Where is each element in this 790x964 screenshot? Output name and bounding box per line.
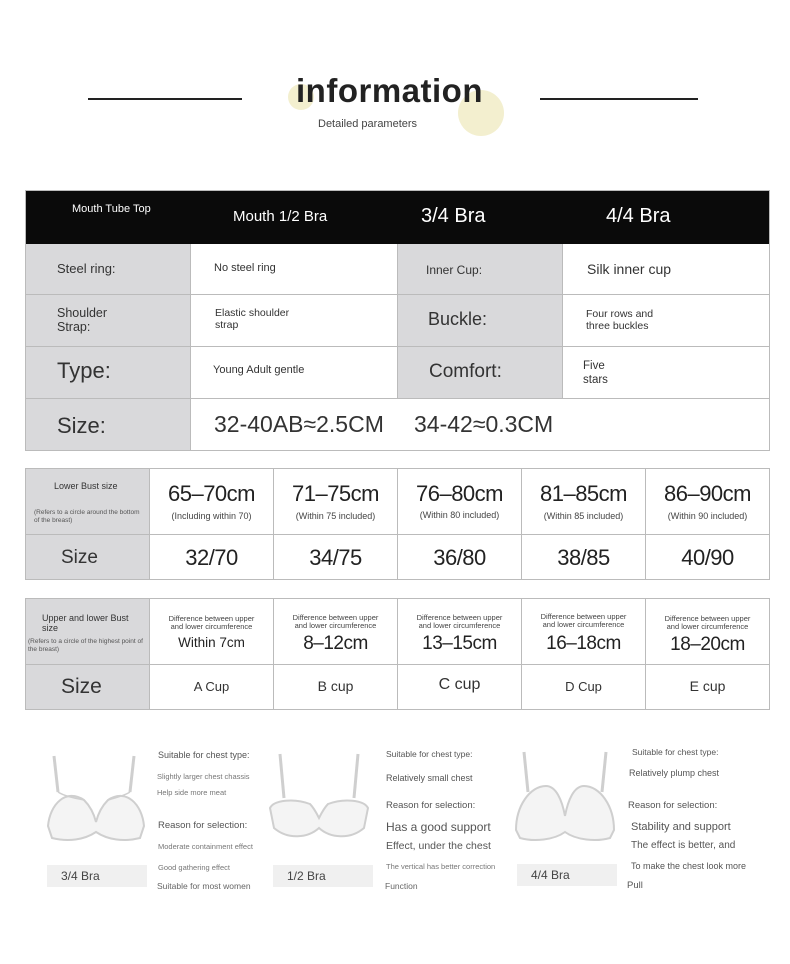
cup-size-2: B cup (317, 678, 354, 694)
style3-line-6: To make the chest look more (631, 861, 747, 871)
title-line-left (88, 98, 242, 100)
head-mouth-tube-top: Mouth Tube Top (72, 203, 151, 215)
three-quarter-bra-illustration (44, 752, 148, 844)
style2-line-4: Has a good support (386, 820, 491, 834)
buckle-label-cell (398, 295, 563, 347)
size-value-2: 34-42≈0.3CM (414, 411, 554, 437)
inner-cup-value: Silk inner cup (587, 261, 672, 277)
lower-size-1: 32/70 (185, 545, 238, 570)
buckle-label: Buckle: (428, 309, 488, 329)
style2-line-1: Suitable for chest type: (386, 749, 473, 759)
lower-bust-header-label: Lower Bust size (54, 481, 118, 491)
style1-line-2: Slightly larger chest chassis (157, 772, 250, 781)
title-line-right (540, 98, 698, 100)
type-label-cell (26, 347, 191, 399)
style-label-full: 4/4 Bra (517, 864, 617, 886)
cup-diff-label-1: Difference between upper and lower circumference (168, 614, 255, 631)
cup-diff-4: 16–18cm (546, 633, 621, 654)
size-value-cell (191, 399, 769, 450)
lower-size-4: 38/85 (557, 545, 610, 570)
head-full-bra: 4/4 Bra (606, 205, 671, 227)
lower-size-cell-1 (150, 535, 274, 579)
cup-diff-cell-1 (150, 599, 274, 665)
inner-cup-value-cell (563, 244, 769, 295)
type-label: Type: (57, 358, 111, 383)
lower-bust-range-3: 76–80cm (415, 481, 503, 506)
lower-bust-range-4: 81–85cm (539, 481, 627, 506)
cup-diff-2: 8–12cm (303, 633, 368, 654)
lower-bust-header-cell (26, 469, 150, 535)
lower-bust-cell-5 (646, 469, 769, 535)
cup-diff-5: 18–20cm (670, 634, 745, 655)
cup-diff-cell-3 (398, 599, 522, 665)
cup-header-note: (Refers to a circle of the highest point of the breast) (28, 638, 143, 653)
style1-line-6: Good gathering effect (158, 863, 230, 872)
lower-size-cell-5 (646, 535, 769, 579)
cup-size-label-cell (26, 665, 150, 709)
style1-line-5: Moderate containment effect (158, 842, 253, 851)
steel-ring-label: Steel ring: (57, 261, 116, 276)
style2-line-5: Effect, under the chest (386, 840, 491, 852)
style3-line-5: The effect is better, and (631, 840, 736, 851)
cup-diff-cell-2 (274, 599, 398, 665)
cup-diff-cell-5 (646, 599, 769, 665)
lower-bust-range-1: 65–70cm (167, 481, 255, 506)
cup-size-label: Size (61, 675, 102, 698)
size-value-1: 32-40AB≈2.5CM (214, 411, 384, 437)
style2-line-6: The vertical has better correction (386, 862, 496, 871)
cup-diff-1: Within 7cm (178, 635, 245, 650)
cup-size-cell-1 (150, 665, 274, 709)
lower-size-cell-3 (398, 535, 522, 579)
shoulder-strap-label: Shoulder Strap: (57, 306, 108, 334)
lower-bust-range-5: 86–90cm (663, 481, 751, 506)
lower-size-label-cell (26, 535, 150, 579)
style3-line-1: Suitable for chest type: (632, 747, 719, 757)
comfort-value: Five stars (583, 360, 608, 386)
cup-size-cell-2 (274, 665, 398, 709)
comfort-label: Comfort: (429, 361, 502, 382)
lower-bust-header-note: (Refers to a circle around the bottom of the breast) (34, 509, 140, 524)
style2-line-3: Reason for selection: (386, 800, 476, 811)
comfort-label-cell (398, 347, 563, 399)
buckle-value-cell (563, 295, 769, 347)
cup-size-cell-4 (522, 665, 646, 709)
cup-size-5: E cup (689, 678, 726, 694)
buckle-value: Four rows and three buckles (586, 308, 654, 332)
style1-line-7: Suitable for most women (157, 881, 251, 891)
type-value: Young Adult gentle (213, 364, 305, 376)
page-title: information (296, 72, 483, 109)
lower-bust-cell-3 (398, 469, 522, 535)
shoulder-strap-value: Elastic shoulder strap (215, 307, 290, 331)
style1-line-3: Help side more meat (157, 788, 227, 797)
cup-table (25, 598, 770, 710)
page-subtitle: Detailed parameters (318, 118, 418, 130)
cup-diff-label-3: Difference between upper and lower circumference (416, 613, 503, 630)
cup-size-1: A Cup (193, 679, 230, 694)
head-three-quarter-bra: 3/4 Bra (421, 205, 486, 227)
style3-line-4: Stability and support (631, 821, 731, 833)
lower-bust-cell-1 (150, 469, 274, 535)
lower-size-5: 40/90 (681, 545, 734, 570)
cup-size-4: D Cup (565, 679, 602, 694)
lower-bust-note-2: (Within 75 included) (295, 511, 376, 521)
shoulder-strap-label-cell (26, 295, 191, 347)
cup-diff-3: 13–15cm (422, 633, 497, 654)
lower-size-2: 34/75 (309, 545, 362, 570)
style-label-three-quarter: 3/4 Bra (47, 865, 147, 887)
cup-header-cell (26, 599, 150, 665)
style-label-half: 1/2 Bra (273, 865, 373, 887)
lower-size-label: Size (61, 547, 98, 568)
style1-line-1: Suitable for chest type: (158, 750, 250, 760)
lower-bust-cell-2 (274, 469, 398, 535)
style3-line-2: Relatively plump chest (629, 768, 720, 778)
inner-cup-label-cell (398, 244, 563, 295)
steel-ring-value: No steel ring (214, 262, 276, 274)
lower-bust-note-3: (Within 80 included) (419, 510, 500, 520)
cup-diff-cell-4 (522, 599, 646, 665)
cup-header-label: Upper and lower Bust size (42, 613, 129, 633)
style3-line-7: Pull (627, 880, 643, 891)
head-half-bra: Mouth 1/2 Bra (233, 208, 328, 225)
lower-bust-range-2: 71–75cm (291, 481, 379, 506)
size-label-cell (26, 399, 191, 450)
lower-size-3: 36/80 (433, 545, 486, 570)
lower-bust-note-5: (Within 90 included) (667, 511, 748, 521)
steel-ring-value-cell (191, 244, 398, 295)
half-bra-illustration (266, 752, 372, 840)
lower-bust-cell-4 (522, 469, 646, 535)
style2-line-7: Function (385, 881, 418, 891)
comfort-value-cell (563, 347, 769, 399)
cup-diff-label-5: Difference between upper and lower circumference (664, 614, 751, 631)
cup-size-3: C cup (438, 676, 481, 693)
lower-bust-table (25, 468, 770, 580)
cup-size-cell-3 (398, 665, 522, 709)
full-bra-illustration (512, 750, 618, 842)
cup-diff-label-2: Difference between upper and lower circumference (292, 613, 379, 630)
lower-bust-note-1: (Including within 70) (171, 511, 252, 521)
lower-size-cell-4 (522, 535, 646, 579)
spec-table (25, 190, 770, 451)
cup-diff-label-4: Difference between upper and lower circumference (540, 612, 627, 629)
spec-table-header (26, 191, 769, 244)
shoulder-strap-value-cell (191, 295, 398, 347)
inner-cup-label: Inner Cup: (426, 263, 483, 277)
style2-line-2: Relatively small chest (386, 773, 473, 783)
style3-line-3: Reason for selection: (628, 800, 718, 811)
size-label: Size: (57, 413, 106, 438)
steel-ring-label-cell (26, 244, 191, 295)
cup-size-cell-5 (646, 665, 769, 709)
style1-line-4: Reason for selection: (158, 820, 248, 831)
type-value-cell (191, 347, 398, 399)
lower-size-cell-2 (274, 535, 398, 579)
lower-bust-note-4: (Within 85 included) (543, 511, 624, 521)
